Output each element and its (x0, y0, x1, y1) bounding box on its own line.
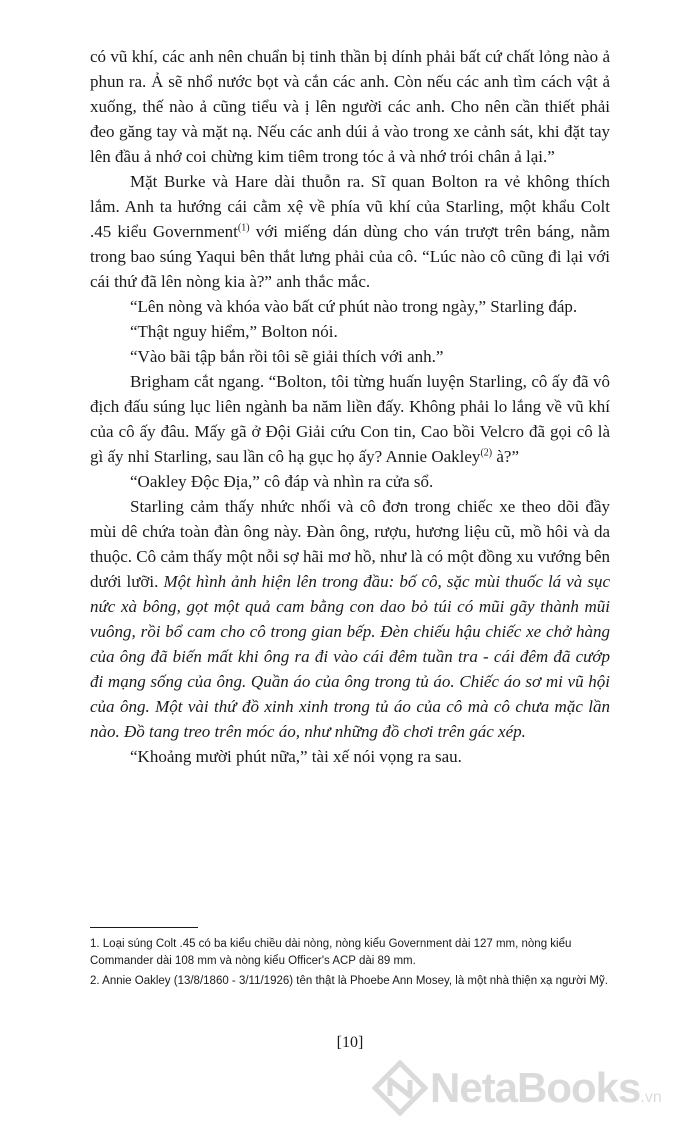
text-run: “Khoảng mười phút nữa,” tài xế nói vọng ra sau. (130, 747, 462, 766)
text-run: Brigham cắt ngang. “Bolton, tôi từng huấn luyện Starling, cô ấy đã vô địch đấu súng lục liên ngành ba năm liền đấy. Không phải lo lắng về vũ khí của cô ấy đâu. Mấy gã ở Đội Giải cứu Con tin, Cao bồi Velcro đã gọi cô là gì ấy nhỉ Starling, sau lần cô hạ gục họ ấy? Annie Oakley (90, 372, 610, 466)
text-run: Starling cảm thấy nhức nhối và cô đơn trong chiếc xe theo dõi đầy mùi dê chứa toàn đàn ông này. Đàn ông, rượu, hương liệu cũ, mồ hôi và da thuộc. Cô cảm thấy một nỗi sợ hãi mơ hồ, như là có một đồng xu vướng bên dưới lưỡi. (90, 497, 610, 591)
paragraph (90, 369, 610, 469)
footnote-ref: (2) (480, 447, 493, 459)
text-run: “Lên nòng và khóa vào bất cứ phút nào trong ngày,” Starling đáp. (130, 297, 578, 316)
text-run: có vũ khí, các anh nên chuẩn bị tinh thần bị dính phải bất cứ chất lỏng nào ả phun ra. Ả sẽ nhổ nước bọt và cắn các anh. Còn nếu các anh tìm cách vật ả xuống, thế nào ả cũng tiểu và ị lên người các anh. Cho nên cần thiết phải đeo găng tay và mặt nạ. Nếu các anh dúi ả vào trong xe cảnh sát, khi đặt tay lên đầu ả nhớ coi chừng kim tiêm trong tóc ả và nhớ trói chân ả lại.” (90, 47, 610, 166)
paragraph (90, 44, 610, 169)
watermark-brand: NetaBooks (430, 1064, 641, 1111)
paragraph (90, 744, 610, 769)
footnote-ref: (1) (237, 222, 250, 234)
page-number: [10] (336, 1034, 364, 1051)
paragraph (90, 469, 610, 494)
paragraph (90, 494, 610, 744)
text-run: “Oakley Độc Địa,” cô đáp và nhìn ra cửa sổ. (130, 472, 434, 491)
italic-text: Một hình ảnh hiện lên trong đầu: bố cô, sặc mùi thuốc lá và sục nức xà bông, gọt một quả cam bằng con dao bỏ túi có mũi gãy thành mũi vuông, rồi bổ cam cho cô trong gian bếp. Đèn chiếu hậu chiếc xe chở hàng của ông đã biến mất khi ông ra đi vào cái đêm tuần tra - cái đêm đã cướp đi mạng sống của ông. Quần áo của ông trong tủ áo. Chiếc áo sơ mi vũ hội của ông. Một vài thứ đồ xinh xinh trong tủ áo của cô mà cô chưa mặc lần nào. Đồ tang treo trên móc áo, như những đồ chơi trên gác xép. (90, 572, 610, 741)
footnote: 2. Annie Oakley (13/8/1860 - 3/11/1926) tên thật là Phoebe Ann Mosey, là một nhà thiện xạ người Mỹ. (90, 975, 608, 987)
paragraph (90, 294, 610, 319)
paragraph (90, 319, 610, 344)
body-text (90, 44, 610, 769)
footnote-divider (90, 927, 198, 928)
text-run: “Vào bãi tập bắn rồi tôi sẽ giải thích với anh.” (130, 347, 444, 366)
watermark-suffix: .vn (640, 1089, 662, 1106)
paragraph (90, 344, 610, 369)
netabooks-logo-icon (372, 1060, 428, 1116)
text-run: Mặt Burke và Hare dài thuỗn ra. Sĩ quan Bolton ra vẻ không thích lắm. Anh ta hướng cái cằm xệ về phía vũ khí của Starling, một khẩu Colt .45 kiểu Government (90, 172, 610, 241)
footnote: 1. Loại súng Colt .45 có ba kiểu chiều dài nòng, nòng kiểu Government dài 127 mm, nòng kiểu Commander dài 108 mm và nòng kiểu Officer's ACP dài 89 mm. (90, 938, 572, 967)
text-run: với miếng dán dùng cho ván trượt trên báng, nằm trong bao súng Yaqui bên thắt lưng phải của cô. “Lúc nào cô cũng đi lại với cái thứ đã lên nòng kia à?” anh thắc mắc. (90, 222, 610, 291)
footnotes (90, 936, 620, 993)
text-run: “Thật nguy hiểm,” Bolton nói. (130, 322, 338, 341)
watermark (372, 1056, 692, 1120)
watermark-text (430, 1064, 662, 1112)
text-run: à?” (492, 447, 519, 466)
paragraph (90, 169, 610, 294)
